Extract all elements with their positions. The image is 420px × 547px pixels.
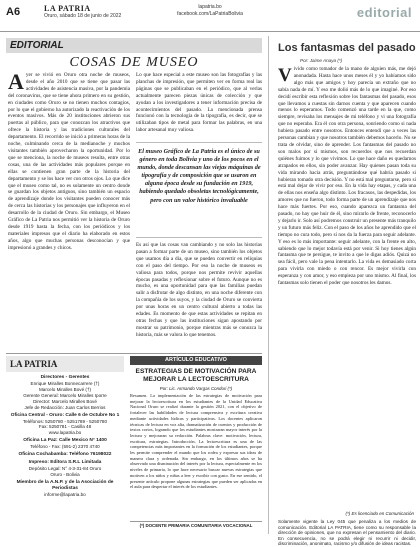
masthead-title: LA PATRIA [6, 356, 124, 372]
opinion-body [278, 66, 416, 510]
masthead-line: Fax: 5250781 - Casilla 48 [38, 424, 92, 430]
website-link[interactable]: lapatria.bo [198, 4, 222, 10]
masthead-line: Jefe de Redacción: Juan Carlos Berrios [24, 404, 106, 410]
masthead-line: Gerente General: Marcelo Miralles Iporre [23, 392, 107, 398]
opinion-title: Los fantasmas del pasado [278, 42, 416, 54]
opinion-byline: Por: Jaime Anaya (*) [300, 58, 343, 63]
article-section-tag: ARTÍCULO EDUCATIVO [130, 356, 262, 365]
issue-date: Oruro, sábado 18 de junio de 2022 [44, 13, 122, 19]
masthead-line: Director: Marcelo Miralles Bové [33, 398, 97, 404]
masthead-line: Depósito Legal: N° 4-3-31-84 Oruro [28, 466, 102, 472]
masthead-line: Marcelo Miralles Bové (†) [38, 386, 92, 392]
masthead-line[interactable]: informe@lapatria.bo [44, 491, 86, 497]
opinion-text: ivido como tomador de la mano de alguien más, me dejó anonadada. Hasta hace unos meses él y yo habíamos sido algo más que amigos y hoy parecía un extraño que no sabía nada de mí. Y eso me dolió más de lo que imaginé. Por eso decidí escribir esta reflexión sobre los fantasmas del pasado, esos que llevamos a cuestas sin darnos cuenta y que aparecen cuando menos lo esperamos. Todo comenzó una tarde en la que, como siempre, revisaba los mensajes de mi teléfono y vi una fotografía que no esperaba. Era él con otra persona, sonriendo como si nada hubiera pasado entre nosotros. Entonces entendí que a veces las personas cambian y que nosotros también debemos hacerlo. No se trata de olvidar, sino de aprender. Los fantasmas del pasado no son malos por sí mismos, son recuerdos que nos recuerdan quiénes fuimos y lo que vivimos. Lo que hace daño es quedarnos atrapados en ellos, sin poder avanzar. Hay quienes pasan toda su vida mirando hacia atrás, preguntándose qué habría pasado si hubieran tomado otra decisión. Y no está mal preguntarse, pero sí está mal dejar de vivir por eso. En la vida hay etapas, y cada una de ellas nos enseña algo distinto. Los fracasos, las despedidas, los amores que no fueron, todo forma parte de un aprendizaje que nos hace más fuertes. Por eso, cuando aparezca un fantasma del pasado, no hay que huir de él, sino mirarlo de frente, reconocerlo y dejarlo ir. Solo así podremos construir un presente más tranquilo y un futuro más feliz. Con el paso de los años he aprendido que el tiempo no cura todo, pero sí nos da la fuerza para seguir adelante. Y eso es lo más importante: seguir adelante, con la frente en alto, sabiendo que lo mejor todavía está por venir. Si hoy tienes algún fantasma que te persigue, te invito a que le digas adiós. Quizá no sea fácil, pero vale la pena intentarlo. La vida es demasiado corta para vivirla con miedo o con rencor. Es mejor vivirla con esperanza y con amor, y eso empieza por uno mismo. Al final, los fantasmas solo tienen el poder que nosotros les damos. [278, 66, 416, 287]
editorial-column-1 [8, 69, 130, 350]
page-header [0, 0, 420, 32]
editorial-pull-quote: El museo Gráfico de La Patria es el único de su género en toda Bolivia y uno de los pocos en el mundo, donde descansan las viejas máquinas de tipografía y de composición que se usaron en alguna época desde su fundación en 1919, habiendo quedado obsoletas tecnológicamente, pero con un valor histórico invaluable [136, 142, 262, 238]
masthead [6, 356, 124, 534]
article-footer: (*) DOCENTE PRIMARIA COMUNITARIA VOCACIONAL [130, 521, 262, 533]
masthead-line: Directores - Gerentes [40, 375, 90, 380]
opinion-signature: (*) Es licenciado en Comunicación [345, 511, 414, 516]
masthead-line: Teléfono - Fax: (591-2) 2370 4740 [30, 444, 100, 450]
masthead-line: Impreso: Editora S.R.L Limitada [28, 460, 102, 466]
legal-disclaimer: Solamente vigente la Ley 045 que penaliza a los medios de comunicación. Editorial LA PATRIA, tiene como su responsable la dirección de opiniones, que no expresan el pensamiento del diario. En consecuencia, no se podrá elegir ni recurrir ni decidir, discriminación, anonimato, racismo y/o difusión de ideas racistas. [278, 519, 416, 547]
column-divider [268, 36, 269, 534]
masthead-line: Oficina Central - Oruro: Calle 6 de Octubre No 1 [10, 412, 120, 418]
section-title: editorial [356, 5, 412, 20]
editorial-text-1: yer se vivió en Oruro otra noche de museos, desde el año 2010 que se tiene que pasar las actividades de asistencia masiva, por la pandemia del coronavirus, que se tiene ahora primero en su gestión, en ciudades como Oruro se no tienen muchos contagios, por lo que el gobierno ha autorizado la reactivación de los eventos masivos. Más de 20 instituciones abrieron sus puertas al público, para que conozcan los atractivos que ofrece la historia y las tradiciones culturales del departamento. El recorrido se inició a primeras horas de la noche, culminando cerca de la medianoche y muchos visitantes también aprovecharon la oportunidad. Por lo que se menciona, la noche de museos resulta, entre otras cosas, una de las actividades más populares porque en ellas se contienen gran parte de la historia del departamento y se los hace ver con otros ojos. Lo que dice que el museo como tal, no es solamente un centro donde se guardan los objetos antiguos, sino también un espacio de aprendizaje donde los visitantes pueden conocer más de cerca las historias y los personajes que influyeron en el desarrollo de la ciudad de Oruro. Sin embargo, el Museo Gráfico de La Patria nos permitió ver la historia de Oruro desde 1919 hasta la fecha, con los periódicos y los materiales impresos que el diario ha elaborado en estos años, algo que muchas personas desconocían y que impresionó a grandes y chicos. [8, 72, 130, 251]
masthead-line: Oruro - Bolivia [50, 472, 80, 478]
editorial-column-2: Lo que hace especial a este museo son las fotografías y las planchas de impresión, que permiten ver en forma real las páginas que se publicaban en el periódico, que al verlas actualmente parecen piezas únicas de colección y que ayudan a los investigadores a tener información precisa de acontecimientos del pasado. La mencionada prensa funcionó con la tecnología de la tipografía, es decir, que se utilizaban tipos de metal para formar las palabras, en una labor artesanal muy valiosa. [136, 72, 262, 134]
masthead-line[interactable]: www.lapatria.bo [48, 430, 82, 436]
editorial-drop-cap: A [8, 69, 24, 94]
editorial-label: EDITORIAL [10, 40, 64, 51]
opinion-drop-cap: V [278, 65, 292, 86]
page-number: A6 [6, 6, 21, 18]
masthead-line: Oficina La Paz: Calle Mexico N° 1400 [23, 438, 107, 444]
article-byline: Por: Lic. Armando Vargas Condori (*) [159, 386, 233, 391]
facebook-link[interactable]: facebook.com/LaPatriaBolivia [177, 11, 243, 17]
article-body: Resumen. La implementación de las estrategias de motivación para mejorar la lectoescritura en los estudiantes de la Unidad Educativa Nacional Oruro se realizó durante la gestión 2021, con el objetivo de fortalecer las habilidades de lectura comprensiva y escritura creativa mediante actividades lúdicas y participativas. Los docentes aplicaron técnicas de lectura en voz alta, dramatización de cuentos y producción de textos cortos, logrando que los estudiantes mostraran mayor interés por la lectura y mejoraran su redacción. Palabras clave: motivación, lectura, escritura, estrategias. Introducción. La lectoescritura es una de las competencias más importantes en la formación de los estudiantes, porque les permite comprender el mundo que los rodea y expresar sus ideas de manera clara y ordenada. Sin embargo, en los últimos años se ha observado una disminución del interés por la lectura, especialmente en los niveles de primaria, lo que hace necesario buscar nuevas estrategias que motiven a los niños y niñas a leer y escribir con gusto. En ese sentido, el presente artículo propone algunas estrategias que pueden ser aplicadas en el aula para despertar el interés de los estudiantes. [130, 393, 262, 490]
section-divider [6, 353, 262, 354]
editorial-title: COSAS DE MUSEO [69, 55, 199, 70]
masthead-line: Enrique Miralles Bonnecarrere (†) [30, 381, 100, 386]
masthead-line: Oficina Cochabamba: Teléfono 76198022 [18, 452, 112, 458]
masthead-line: Miembro de la A.N.P. y de la Asociación de Periodistas [16, 479, 114, 491]
newspaper-logo: LA PATRIA [44, 4, 91, 13]
article-title: ESTRATEGIAS DE MOTIVACIÓN PARA MEJORAR LA LECTOESCRITURA [135, 368, 257, 383]
masthead-line: Teléfonos: 5250780 - 5251789 - 5250780 [22, 418, 108, 424]
editorial-column-3: Es así que las cosas van cambiando y no solo las historias pasan a formar parte de un museo, sino también los objetos que usamos día a día, que se pueden convertir en reliquias con el paso del tiempo. Por eso la noche de museos es valiosa para todos, porque nos permite revivir aquellas épocas pasadas y reflexionar sobre el futuro. Aunque no es mucho, es una oportunidad para que las familias puedan salir a disfrutar de algo distinto, en una noche diferente con la compañía de los suyos, y la ciudad de Oruro se convierta por unas horas en un centro cultural abierto a todas las edades. Es momento de que estas actividades se repitan en otras fechas y que las instituciones sigan apostando por mostrar su patrimonio, porque mientras más se conozca la historia, más se valora lo que tenemos. [136, 242, 262, 338]
header-links [160, 4, 260, 18]
